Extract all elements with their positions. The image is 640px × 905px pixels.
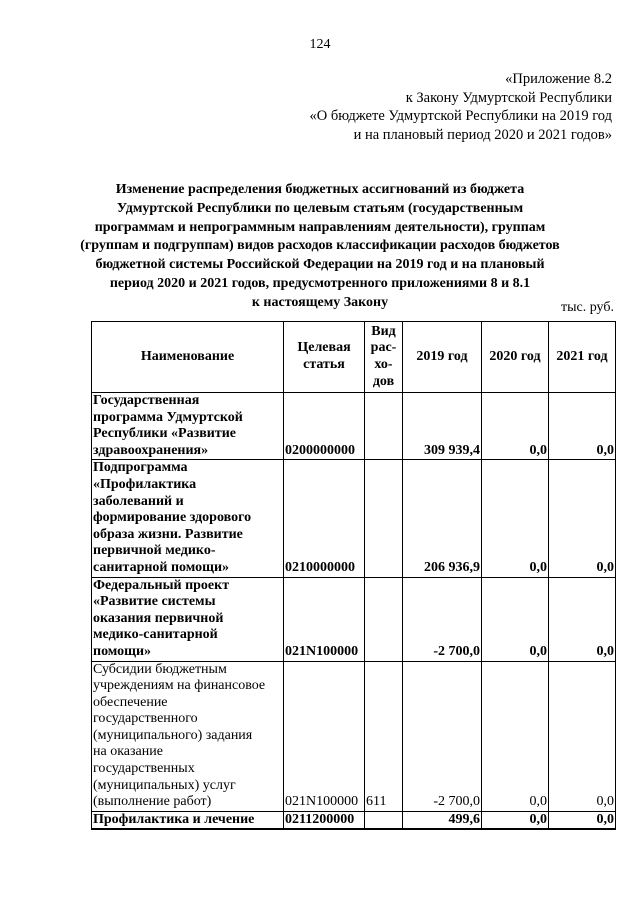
name-line: (муниципального) задания: [93, 727, 253, 743]
table-row: [92, 811, 616, 829]
row-2020: 0,0: [482, 811, 549, 829]
appendix-line: «О бюджете Удмуртской Республики на 2019 год: [309, 108, 612, 124]
row-target-article: 021N100000: [284, 577, 365, 661]
name-line: «Профилактика: [93, 476, 197, 492]
header-2019: 2019 год: [403, 322, 482, 393]
row-name: [92, 460, 284, 577]
row-name: [92, 577, 284, 661]
title-line: Удмуртской Республики по целевым статьям (государственным: [116, 200, 524, 216]
header-line: Целевая: [297, 340, 351, 356]
name-line: Республики «Развитие: [93, 426, 237, 442]
table-row: [92, 460, 616, 577]
name-line: помощи»: [93, 643, 152, 659]
row-target-article: 0211200000: [284, 811, 365, 829]
title-line: период 2020 и 2021 годов, предусмотренного приложениями 8 и 8.1: [109, 275, 531, 291]
name-line: обеспечение: [93, 694, 168, 710]
row-2021: 0,0: [549, 577, 616, 661]
row-2019: 309 939,4: [403, 393, 482, 460]
name-line: санитарной помощи»: [93, 559, 230, 575]
row-2021: 0,0: [549, 811, 616, 829]
title-line: Изменение распределения бюджетных ассигнований из бюджета: [115, 182, 525, 197]
appendix-line: и на плановый период 2020 и 2021 годов»: [353, 126, 612, 143]
name-line: (муниципальных) услуг: [93, 777, 236, 793]
title-line: бюджетной системы Российской Федерации на 2019 год и на плановый: [95, 257, 545, 273]
name-line: «Развитие системы: [93, 594, 216, 610]
appendix-header: [310, 70, 612, 144]
header-line: статья: [303, 357, 345, 372]
row-target-article: 021N100000: [284, 661, 365, 811]
title-line: к настоящему Закону: [251, 294, 389, 310]
name-line: здравоохранения»: [93, 442, 209, 458]
row-expense-type: [365, 577, 403, 661]
header-expense-type: [365, 322, 403, 393]
row-expense-type: 611: [365, 661, 403, 811]
row-name: [92, 811, 284, 829]
row-expense-type: [365, 460, 403, 577]
name-line: оказания первичной: [93, 610, 224, 626]
row-2020: 0,0: [482, 577, 549, 661]
row-2021: 0,0: [549, 661, 616, 811]
name-line: образа жизни. Развитие: [93, 526, 243, 542]
title-line: (группам и подгруппам) видов расходов классификации расходов бюджетов: [80, 238, 560, 254]
table-row: [92, 661, 616, 811]
name-line: на оказание: [93, 744, 163, 760]
name-line: государственного: [93, 711, 198, 727]
name-line: медико-санитарной: [93, 627, 218, 643]
header-line: рас-: [370, 340, 397, 356]
row-name: [92, 393, 284, 460]
header-line: дов: [372, 373, 395, 389]
document-title: [70, 181, 570, 313]
header-2020: 2020 год: [482, 322, 549, 393]
header-name: Наименование: [92, 322, 284, 393]
row-2019: 206 936,9: [403, 460, 482, 577]
name-line: первичной медико-: [93, 543, 216, 559]
header-line: хо-: [374, 357, 393, 372]
title-line: программам и непрограммным направлениям деятельности), группам: [94, 219, 546, 235]
appendix-line: к Закону Удмуртской Республики: [405, 89, 612, 106]
name-line: государственных: [93, 761, 195, 777]
row-2019: -2 700,0: [403, 661, 482, 811]
name-line: Субсидии бюджетным: [93, 661, 227, 677]
row-2020: 0,0: [482, 661, 549, 811]
name-line: учреждениям на финансовое: [93, 678, 266, 694]
name-line: Федеральный проект: [93, 577, 230, 593]
row-2021: 0,0: [549, 393, 616, 460]
row-2019: 499,6: [403, 811, 482, 829]
page-number: 124: [309, 37, 331, 52]
row-target-article: 0210000000: [284, 460, 365, 577]
name-line: Подпрограмма: [93, 460, 188, 476]
table-row: [92, 577, 616, 661]
row-2021: 0,0: [549, 460, 616, 577]
name-line: формирование здорового: [93, 510, 252, 526]
name-line: заболеваний и: [93, 493, 184, 509]
name-line: Государственная: [93, 393, 200, 408]
table-row: [92, 393, 616, 460]
row-expense-type: [365, 393, 403, 460]
header-2021: 2021 год: [549, 322, 616, 393]
row-name: [92, 661, 284, 811]
row-2020: 0,0: [482, 460, 549, 577]
header-target-article: [284, 322, 365, 393]
units-label: тыс. руб.: [561, 300, 614, 315]
row-2019: -2 700,0: [403, 577, 482, 661]
row-2020: 0,0: [482, 393, 549, 460]
row-expense-type: [365, 811, 403, 829]
header-line: Вид: [371, 323, 396, 339]
appendix-line: «Приложение 8.2: [505, 71, 612, 87]
table-header-row: [92, 322, 616, 393]
row-target-article: 0200000000: [284, 393, 365, 460]
budget-table: [91, 321, 616, 830]
name-line: программа Удмуртской: [93, 409, 243, 425]
name-line: (выполнение работ): [93, 794, 212, 810]
name-line: Профилактика и лечение: [93, 811, 255, 827]
